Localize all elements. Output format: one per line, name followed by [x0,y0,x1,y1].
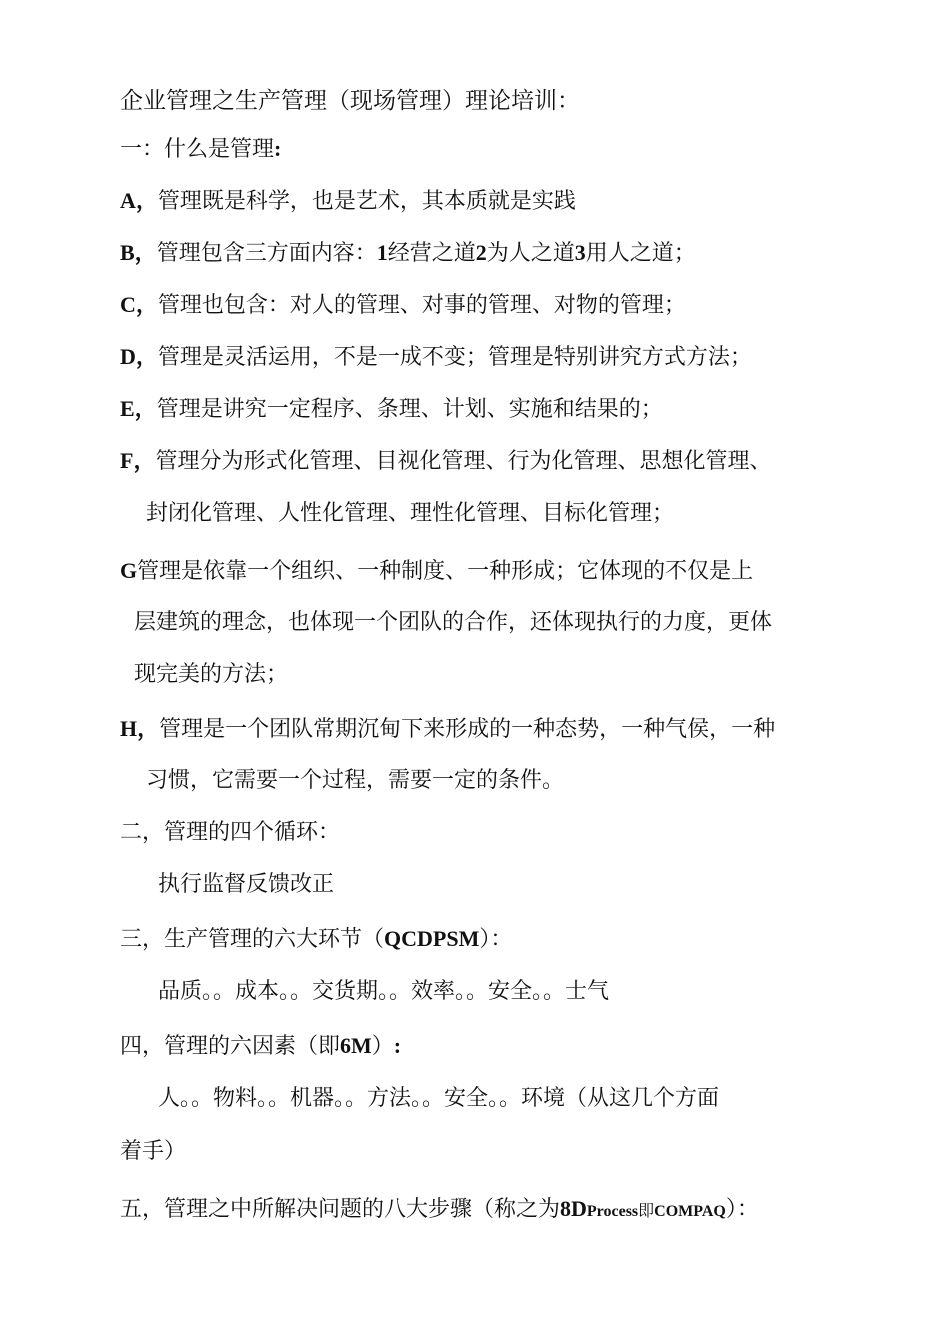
section-3-heading-post: ）： [479,927,513,952]
section-5-code-compaq: COMPAQ [654,1203,726,1220]
section-5-heading-pre: 五，管理之中所解决问题的八大步骤（称之为 [120,1197,561,1222]
item-e-text: 管理是讲究一定程序、条理、计划、实施和结果的； [156,397,663,422]
item-h-text-1: 管理是一个团队常期沉甸下来形成的一种态势，一种气侯，一种 [159,717,776,742]
section-3-code: QCDPSM [384,926,480,951]
section-1-heading-text: 一：什么是管理 [120,137,275,162]
item-b-text-1: 管理包含三方面内容： [156,241,377,266]
item-b-num-3: 3 [574,240,586,265]
section-5-heading [120,1194,759,1227]
item-b [120,238,696,269]
section-5-mid: 即 [638,1201,655,1220]
item-a [120,186,576,217]
section-2-body: 执行监督反馈改正 [158,872,335,897]
section-4-code: 6M [340,1033,372,1058]
section-4-heading-pre: 四，管理的六因素（即 [120,1034,341,1059]
item-f-text-1: 管理分为形式化管理、目视化管理、行为化管理、思想化管理、 [155,449,772,474]
item-f-continued: 封闭化管理、人性化管理、理性化管理、目标化管理； [146,501,675,526]
item-h-label: H， [120,716,160,741]
section-4-heading-colon: : [393,1033,402,1058]
item-b-text-2: 经营之道 [387,241,476,266]
document-title: 企业管理之生产管理（现场管理）理论培训： [120,88,580,114]
item-b-num-1: 1 [376,240,388,265]
item-g-continued-1: 层建筑的理念，也体现一个团队的合作，还体现执行的力度，更体 [134,610,773,635]
section-2-heading: 二，管理的四个循环： [120,820,341,845]
item-d [120,342,752,373]
section-5-code-process: Process [586,1203,639,1220]
item-h-continued: 习惯，它需要一个过程，需要一定的条件。 [146,768,565,793]
section-5-heading-post: ）： [725,1197,759,1222]
item-f-label: F， [120,448,156,473]
item-g-text-1: 管理是依靠一个组织、一种制度、一种形成；它体现的不仅是上 [137,559,754,584]
item-d-label: D， [120,344,158,369]
item-g [120,556,753,587]
item-b-num-2: 2 [475,240,487,265]
section-3-heading-pre: 三，生产管理的六大环节（ [120,927,385,952]
section-1-heading-colon: : [274,136,282,161]
item-h [120,714,775,745]
section-4-heading-post: ） [371,1034,394,1059]
section-1-heading [120,134,281,165]
section-3-heading [120,924,512,955]
item-d-text: 管理是灵活运用，不是一成不变；管理是特别讲究方式方法； [157,345,752,370]
item-b-label: B， [120,240,157,265]
item-c [120,290,686,321]
item-b-text-3: 为人之道 [486,241,575,266]
item-g-continued-2: 现完美的方法； [134,662,289,687]
item-g-label: G [120,558,138,583]
item-e [120,394,663,425]
item-e-label: E， [120,396,157,421]
item-c-text: 管理也包含：对人的管理、对事的管理、对物的管理； [157,293,686,318]
section-4-heading [120,1031,401,1062]
section-5-code-8d: 8D [560,1196,587,1221]
section-3-body: 品质。。成本。。交货期。。效率。。安全。。士气 [158,979,610,1004]
item-a-label: A， [120,188,158,213]
item-b-text-4: 用人之道； [585,241,696,266]
item-a-text: 管理既是科学，也是艺术，其本质就是实践 [157,189,576,214]
section-4-body: 人。。物料。。机器。。方法。。安全。。环境（从这几个方面 [158,1086,720,1111]
item-f [120,446,771,477]
section-4-body-continued: 着手） [120,1139,187,1164]
item-c-label: C， [120,292,158,317]
